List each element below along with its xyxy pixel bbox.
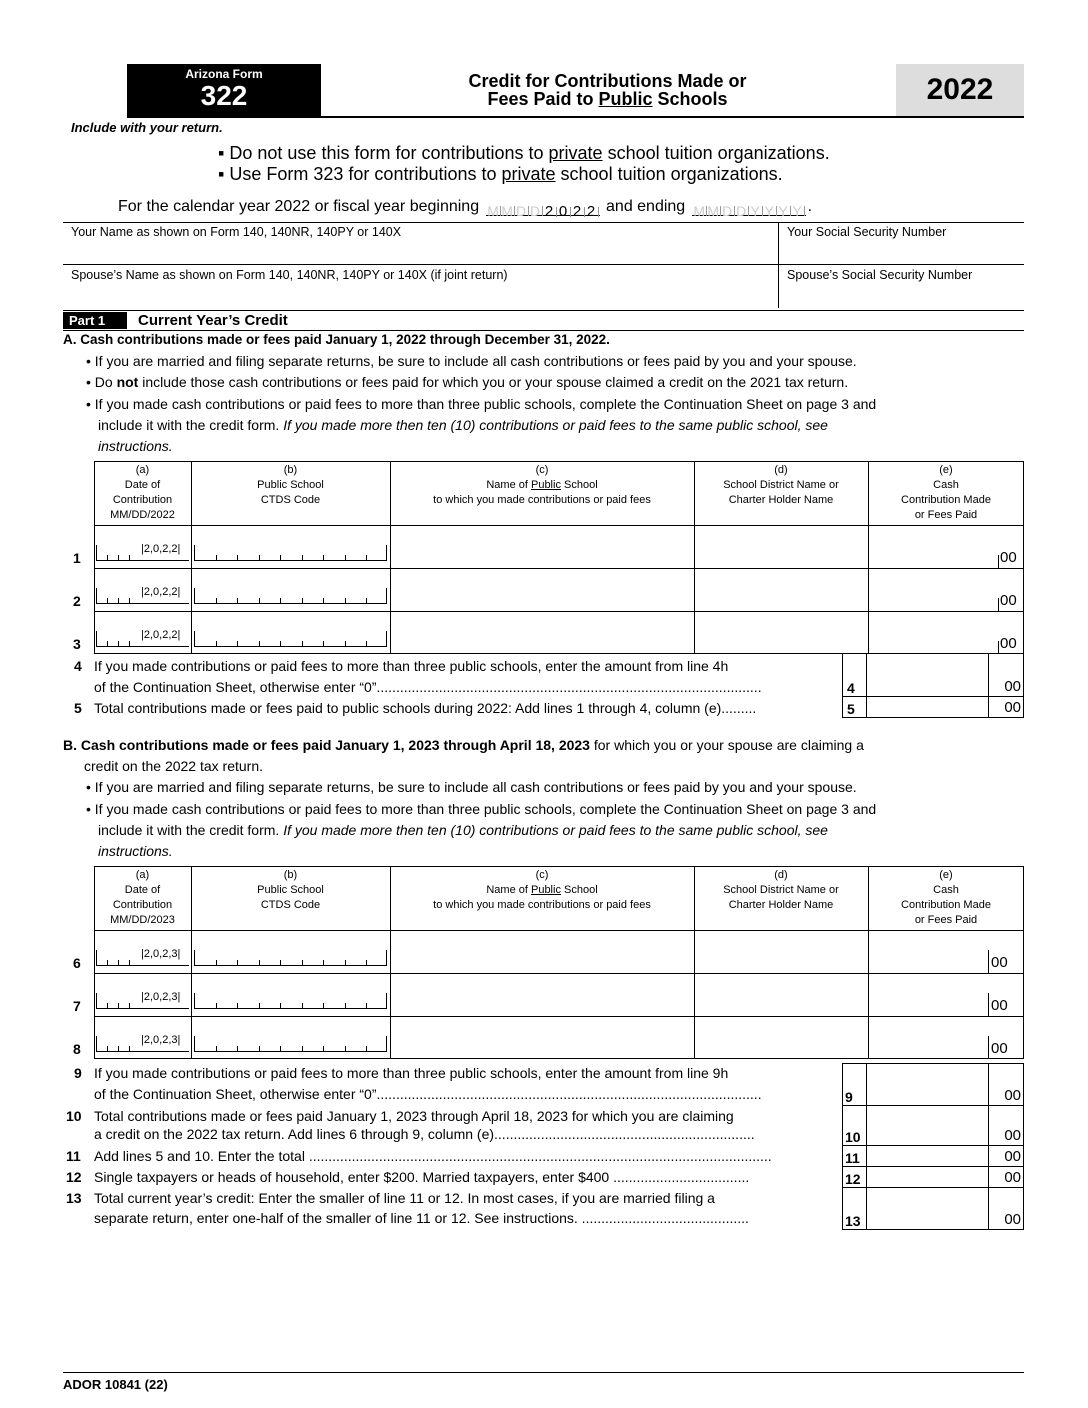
b1-u: private	[548, 143, 603, 163]
tax-year: 2022	[896, 64, 1024, 116]
col-header-line: (c)	[535, 869, 549, 881]
col-header-line: MM/DD/2023	[110, 914, 175, 926]
row-divider	[94, 525, 1024, 526]
col-header	[694, 868, 868, 913]
line9-box-label	[842, 1063, 867, 1106]
comb-tick	[216, 598, 217, 604]
date-suffix: |2,0,2,2|	[141, 543, 181, 555]
line9-cents: 00	[1004, 1087, 1021, 1104]
section-a-bullet-2	[86, 374, 848, 390]
comb-tick	[118, 1046, 119, 1052]
section-b-heading-2: credit on the 2022 tax return.	[84, 758, 263, 774]
table-b	[63, 866, 1024, 1058]
cents-divider	[988, 993, 989, 1016]
comb-tick	[129, 641, 130, 647]
b2-post: school tuition organizations.	[555, 164, 783, 184]
comb-tick	[366, 960, 367, 966]
comb-tick	[216, 960, 217, 966]
line12-box-num: 12	[845, 1171, 861, 1187]
comb-tick	[216, 1003, 217, 1009]
row-divider	[94, 611, 1024, 612]
col-header-line: (a)	[135, 869, 150, 881]
line13-text-1: Total current year’s credit: Enter the smaller of line 11 or 12. In most cases, if you are married filing a	[94, 1190, 715, 1206]
comb-tick	[216, 555, 217, 561]
col-header-line: School District Name or	[723, 479, 839, 491]
comb-tick	[237, 598, 238, 604]
col-header-line: (e)	[939, 464, 953, 476]
comb-tick	[107, 1003, 108, 1009]
comb-tick	[323, 555, 324, 561]
col-c-pre: Name of	[486, 479, 531, 491]
school-name-field[interactable]	[392, 570, 692, 609]
line10-amount[interactable]	[866, 1106, 1024, 1146]
comb-tick	[107, 598, 108, 604]
b1-post: school tuition organizations.	[602, 143, 830, 163]
comb-tick	[129, 555, 130, 561]
col-header	[868, 868, 1024, 928]
b-b2-it: If you made more then ten (10) contributions or paid fees to the same public school, see	[283, 822, 828, 838]
comb-tick	[118, 960, 119, 966]
line12-text: Single taxpayers or heads of household, enter $200. Married taxpayers, enter $400 ...................................	[94, 1169, 750, 1185]
line11-cents: 00	[1004, 1148, 1021, 1165]
col-header-line: Contribution	[112, 899, 173, 911]
line11-box-label	[842, 1146, 867, 1167]
section-b-heading	[63, 737, 864, 753]
row-number: 3	[73, 636, 81, 652]
comb-tick	[302, 641, 303, 647]
comb-tick	[118, 555, 119, 561]
col-header	[94, 868, 191, 928]
fiscal-year-line	[118, 198, 813, 220]
line11-box-num: 11	[845, 1150, 860, 1166]
comb-tick	[216, 641, 217, 647]
line13-amount[interactable]	[866, 1188, 1024, 1230]
row-number: 2	[73, 593, 81, 609]
comb-tick	[107, 960, 108, 966]
col-c-post: School	[560, 884, 598, 896]
comb-tick	[366, 1046, 367, 1052]
col-c-u: Public	[530, 479, 561, 491]
line13-box-num: 13	[845, 1213, 861, 1229]
col-header-line	[390, 478, 694, 493]
comb-tick	[345, 960, 346, 966]
comb-tick	[323, 641, 324, 647]
cents-divider	[998, 555, 999, 568]
fiscal-pre: For the calendar year 2022 or fiscal year beginning	[118, 198, 480, 215]
col-header-line: School District Name or	[723, 884, 839, 896]
col-c-pre: Name of	[486, 884, 531, 896]
comb-tick	[280, 641, 281, 647]
line13-box-label	[842, 1188, 867, 1230]
cents-divider	[998, 598, 999, 611]
line10-text-2: a credit on the 2022 tax return. Add lines 6 through 9, column (e)...................................................................	[94, 1126, 755, 1142]
comb-tick	[107, 641, 108, 647]
school-name-field[interactable]	[392, 975, 692, 1014]
form-label: Arizona Form	[185, 67, 263, 81]
comb-char: D	[515, 206, 529, 216]
ctds-field[interactable]	[194, 545, 387, 561]
comb-tick	[345, 555, 346, 561]
line9-amount[interactable]	[866, 1063, 1024, 1106]
your-ssn-field[interactable]	[786, 240, 1018, 260]
district-name-field[interactable]	[696, 975, 866, 1014]
ctds-field[interactable]	[194, 1036, 387, 1052]
comb-tick	[259, 641, 260, 647]
line-5-cents: 00	[1004, 699, 1021, 716]
comb-tick	[323, 598, 324, 604]
line-4-cents: 00	[1004, 678, 1021, 695]
school-name-field[interactable]	[392, 527, 692, 566]
line13-num: 13	[66, 1190, 82, 1206]
comb-tick	[216, 1046, 217, 1052]
line13-cents: 00	[1004, 1211, 1021, 1228]
comb-char: Y	[791, 206, 805, 216]
col-header-line: MM/DD/2022	[110, 509, 175, 521]
comb-tick	[345, 1046, 346, 1052]
line9-text-1: If you made contributions or paid fees to more than three public schools, enter the amount from line 9h	[94, 1065, 729, 1081]
col-header	[191, 463, 390, 508]
your-name-field[interactable]	[70, 240, 770, 260]
section-b-bullet-1: • If you are married and filing separate returns, be sure to include all cash contributions or fees paid by you and your spouse.	[86, 779, 857, 795]
section-a-bullet-1: • If you are married and filing separate returns, be sure to include all cash contributions or fees paid by you and your spouse.	[86, 353, 857, 369]
line-5-box-label	[842, 697, 867, 718]
section-b-bullet-2-l2	[98, 822, 828, 838]
comb-tick	[259, 960, 260, 966]
line9-num: 9	[74, 1065, 82, 1081]
comb-char: D	[529, 206, 543, 216]
line10-box-num: 10	[845, 1129, 861, 1145]
comb-tick	[302, 960, 303, 966]
fiscal-mid: and ending	[606, 198, 686, 215]
comb-tick	[323, 1003, 324, 1009]
b1-pre: ▪ Do not use this form for contributions to	[218, 143, 549, 163]
col-header	[390, 868, 694, 913]
comb-char: 2	[585, 207, 599, 217]
line-4-text-2: of the Continuation Sheet, otherwise enter “0”...................................................................................................	[94, 679, 762, 695]
col-header-line: to which you made contributions or paid fees	[433, 899, 651, 911]
col-header	[94, 463, 191, 523]
line12-box-label	[842, 1167, 867, 1188]
col-header	[191, 868, 390, 913]
part1-label: Part 1	[63, 312, 127, 329]
your-ssn-label: Your Social Security Number	[787, 225, 947, 239]
b-head-rest: for which you or your spouse are claiming a	[589, 737, 864, 753]
row-divider	[94, 1016, 1024, 1017]
footer-code: ADOR 10841 (22)	[63, 1377, 168, 1392]
comb-char: D	[721, 206, 735, 216]
section-b-bullet-2: • If you made cash contributions or paid fees to more than three public schools, complete the Continuation Sheet on page 3 and	[86, 801, 877, 817]
col-header-line: Date of	[124, 884, 161, 896]
line12-cents: 00	[1004, 1169, 1021, 1186]
col-header-line: CTDS Code	[260, 494, 321, 506]
col-header-line: to which you made contributions or paid fees	[433, 494, 651, 506]
spouse-name-field[interactable]	[70, 284, 770, 304]
comb-char: 2	[571, 207, 585, 217]
col-header-line: CTDS Code	[260, 899, 321, 911]
title-underlined: Public	[598, 89, 653, 109]
comb-tick	[345, 1003, 346, 1009]
comb-char: 2	[543, 207, 557, 217]
section-a-bullet-3-l2	[98, 417, 828, 433]
comb-char: M	[707, 203, 719, 219]
ctds-field[interactable]	[194, 950, 387, 966]
part1-rule-top	[63, 310, 1024, 311]
line-4-box-num: 4	[847, 680, 855, 696]
comb-tick	[237, 1003, 238, 1009]
col-header-line: Date of	[124, 479, 161, 491]
line10-box-label	[842, 1106, 867, 1146]
line-5-box-num: 5	[847, 701, 855, 717]
comb-char: 0	[557, 207, 571, 217]
line11-amount[interactable]	[866, 1146, 1024, 1167]
line-5-num: 5	[74, 700, 82, 716]
col-header	[868, 463, 1024, 523]
comb-tick	[345, 641, 346, 647]
a-b3-l2: include it with the credit form.	[98, 417, 280, 433]
col-header-line: (b)	[283, 464, 298, 476]
date-suffix: |2,0,2,3|	[141, 948, 181, 960]
comb-tick	[237, 641, 238, 647]
comb-char: M	[693, 203, 705, 219]
line10-num: 10	[66, 1108, 82, 1124]
col-header-line: (e)	[939, 869, 953, 881]
comb-tick	[280, 1046, 281, 1052]
bullet-1	[218, 143, 830, 164]
col-header-line: Public School	[257, 479, 324, 491]
cents: 00	[1000, 592, 1017, 609]
cents: 00	[1000, 549, 1017, 566]
header-rule	[127, 116, 1024, 118]
row-divider	[94, 930, 1024, 931]
comb-tick	[107, 1046, 108, 1052]
date-suffix: |2,0,2,3|	[141, 1034, 181, 1046]
district-name-field[interactable]	[696, 613, 866, 652]
school-name-field[interactable]	[392, 613, 692, 652]
comb-tick	[129, 960, 130, 966]
your-name-label: Your Name as shown on Form 140, 140NR, 140PY or 140X	[71, 225, 402, 239]
cents-divider	[988, 950, 989, 973]
line11-text: Add lines 5 and 10. Enter the total .......................................................................................................................	[94, 1148, 772, 1164]
cents-divider	[988, 1106, 989, 1145]
comb-char: Y	[749, 206, 763, 216]
line-4-amount[interactable]	[866, 653, 1024, 697]
ctds-field[interactable]	[194, 993, 387, 1009]
comb-tick	[366, 1003, 367, 1009]
ctds-field[interactable]	[194, 631, 387, 647]
line13-text-2: separate return, enter one-half of the smaller of line 11 or 12. See instructions. ...........................................	[94, 1210, 749, 1226]
cents-divider	[988, 1167, 989, 1187]
line12-amount[interactable]	[866, 1167, 1024, 1188]
form-title	[330, 72, 885, 108]
comb-tick	[107, 555, 108, 561]
comb-tick	[259, 1003, 260, 1009]
comb-tick	[345, 598, 346, 604]
spouse-name-label: Spouse’s Name as shown on Form 140, 140NR, 140PY or 140X (if joint return)	[71, 268, 508, 282]
bullet-2	[218, 164, 783, 185]
comb-tick	[280, 960, 281, 966]
section-a-bullet-3-l3: instructions.	[98, 438, 173, 454]
col-header	[390, 463, 694, 508]
section-b-bullet-2-l3: instructions.	[98, 843, 173, 859]
row-number: 6	[73, 955, 81, 971]
col-header-line: Contribution	[112, 494, 173, 506]
comb-tick	[129, 1046, 130, 1052]
title-line1: Credit for Contributions Made or	[468, 71, 747, 91]
part1-rule-bottom	[63, 330, 1024, 331]
col-header-line: or Fees Paid	[914, 509, 978, 521]
col-header-line: (b)	[283, 869, 298, 881]
a-b2-post: include those cash contributions or fees paid for which you or your spouse claimed a credit on the 2021 tax return.	[138, 374, 849, 390]
line-4-num: 4	[74, 658, 82, 674]
b-head-bold: B. Cash contributions made or fees paid January 1, 2023 through April 18, 2023	[63, 737, 590, 753]
form-number-box	[127, 64, 321, 116]
b-b2-l2: include it with the credit form.	[98, 822, 280, 838]
b2-u: private	[501, 164, 556, 184]
table-a	[63, 461, 1024, 653]
comb-tick	[237, 960, 238, 966]
b2-pre: ▪ Use Form 323 for contributions to	[218, 164, 502, 184]
comb-tick	[302, 1003, 303, 1009]
a-b3-it: If you made more then ten (10) contributions or paid fees to the same public school, see	[283, 417, 828, 433]
school-name-field[interactable]	[392, 932, 692, 971]
title-post: Schools	[652, 89, 728, 109]
district-name-field[interactable]	[696, 570, 866, 609]
fiscal-begin-date[interactable]	[486, 200, 600, 220]
comb-tick	[129, 598, 130, 604]
ctds-field[interactable]	[194, 588, 387, 604]
cents: 00	[991, 1040, 1008, 1057]
line9-box-num: 9	[845, 1089, 853, 1105]
cents: 00	[991, 997, 1008, 1014]
comb-tick	[280, 598, 281, 604]
spouse-ssn-label: Spouse’s Social Security Number	[787, 268, 973, 282]
comb-tick	[280, 1003, 281, 1009]
col-c-post: School	[560, 479, 598, 491]
school-name-field[interactable]	[392, 1018, 692, 1057]
comb-tick	[118, 641, 119, 647]
line-5-amount[interactable]	[866, 697, 1024, 718]
col-header-line: (c)	[535, 464, 549, 476]
col-c-u: Public	[530, 884, 561, 896]
col-header-line: or Fees Paid	[914, 914, 978, 926]
title-pre: Fees Paid to	[487, 89, 599, 109]
line10-text-1: Total contributions made or fees paid January 1, 2023 through April 18, 2023 for which you are claiming	[94, 1108, 734, 1124]
comb-tick	[118, 598, 119, 604]
col-header-line: (a)	[135, 464, 150, 476]
footer-rule	[63, 1372, 1024, 1373]
col-header-line: Contribution Made	[901, 899, 991, 911]
cents-divider	[988, 1064, 989, 1105]
comb-char: D	[735, 206, 749, 216]
line-4-box-label	[842, 653, 867, 697]
a-b2-bold: not	[116, 374, 139, 390]
include-note: Include with your return.	[71, 120, 223, 135]
comb-tick	[302, 598, 303, 604]
district-name-field[interactable]	[696, 1018, 866, 1057]
col-header	[694, 463, 868, 508]
district-name-field[interactable]	[696, 932, 866, 971]
col-header-line: Charter Holder Name	[728, 899, 834, 911]
line9-text-2: of the Continuation Sheet, otherwise enter “0”...................................................................................................	[94, 1086, 762, 1102]
col-header-line: Contribution Made	[901, 494, 991, 506]
comb-tick	[366, 598, 367, 604]
cents-divider	[988, 1036, 989, 1059]
col-header-line: (d)	[774, 869, 788, 881]
name-divider	[778, 222, 779, 308]
section-a-heading: A. Cash contributions made or fees paid January 1, 2022 through December 31, 2022.	[63, 332, 610, 347]
line12-num: 12	[66, 1169, 82, 1185]
col-header-line: (d)	[774, 464, 788, 476]
line-4-text-1: If you made contributions or paid fees to more than three public schools, enter the amount from line 4h	[94, 658, 729, 674]
comb-tick	[237, 1046, 238, 1052]
section-a-bullet-3: • If you made cash contributions or paid fees to more than three public schools, complete the Continuation Sheet on page 3 and	[86, 396, 877, 412]
row-divider	[94, 568, 1024, 569]
cents-divider	[988, 1188, 989, 1229]
cents-divider	[988, 1146, 989, 1166]
comb-tick	[280, 555, 281, 561]
comb-tick	[259, 1046, 260, 1052]
date-suffix: |2,0,2,2|	[141, 629, 181, 641]
row-number: 7	[73, 998, 81, 1014]
cents: 00	[991, 954, 1008, 971]
comb-char: M	[487, 203, 499, 219]
line11-num: 11	[66, 1148, 81, 1164]
line10-cents: 00	[1004, 1127, 1021, 1144]
title-line2	[330, 90, 885, 108]
fiscal-end-date[interactable]	[692, 200, 806, 219]
comb-char: Y	[763, 206, 777, 216]
date-suffix: |2,0,2,3|	[141, 991, 181, 1003]
comb-char: M	[501, 203, 513, 219]
row-divider	[94, 973, 1024, 974]
fiscal-end: .	[807, 198, 813, 215]
comb-tick	[302, 1046, 303, 1052]
part1-title: Current Year’s Credit	[138, 312, 288, 329]
col-header-line: Cash	[933, 479, 959, 491]
comb-tick	[323, 960, 324, 966]
col-header-line: Charter Holder Name	[728, 494, 834, 506]
col-header-line	[390, 883, 694, 898]
date-suffix: |2,0,2,2|	[141, 586, 181, 598]
comb-tick	[366, 555, 367, 561]
cents: 00	[1000, 635, 1017, 652]
a-b2-pre: • Do	[86, 374, 117, 390]
comb-tick	[129, 1003, 130, 1009]
district-name-field[interactable]	[696, 527, 866, 566]
spouse-ssn-field[interactable]	[786, 284, 1018, 304]
name-rule-top	[63, 222, 1024, 223]
form-number: 322	[200, 80, 248, 111]
comb-tick	[259, 598, 260, 604]
row-number: 1	[73, 550, 81, 566]
col-header-line: Cash	[933, 884, 959, 896]
name-rule-mid	[63, 264, 1024, 265]
comb-tick	[118, 1003, 119, 1009]
col-header-line: Public School	[257, 884, 324, 896]
comb-tick	[259, 555, 260, 561]
comb-tick	[323, 1046, 324, 1052]
comb-char: Y	[777, 206, 791, 216]
comb-tick	[302, 555, 303, 561]
comb-tick	[366, 641, 367, 647]
line-5-text: Total contributions made or fees paid to public schools during 2022: Add lines 1 through 4, column (e).........	[94, 700, 757, 716]
comb-tick	[237, 555, 238, 561]
row-number: 8	[73, 1041, 81, 1057]
